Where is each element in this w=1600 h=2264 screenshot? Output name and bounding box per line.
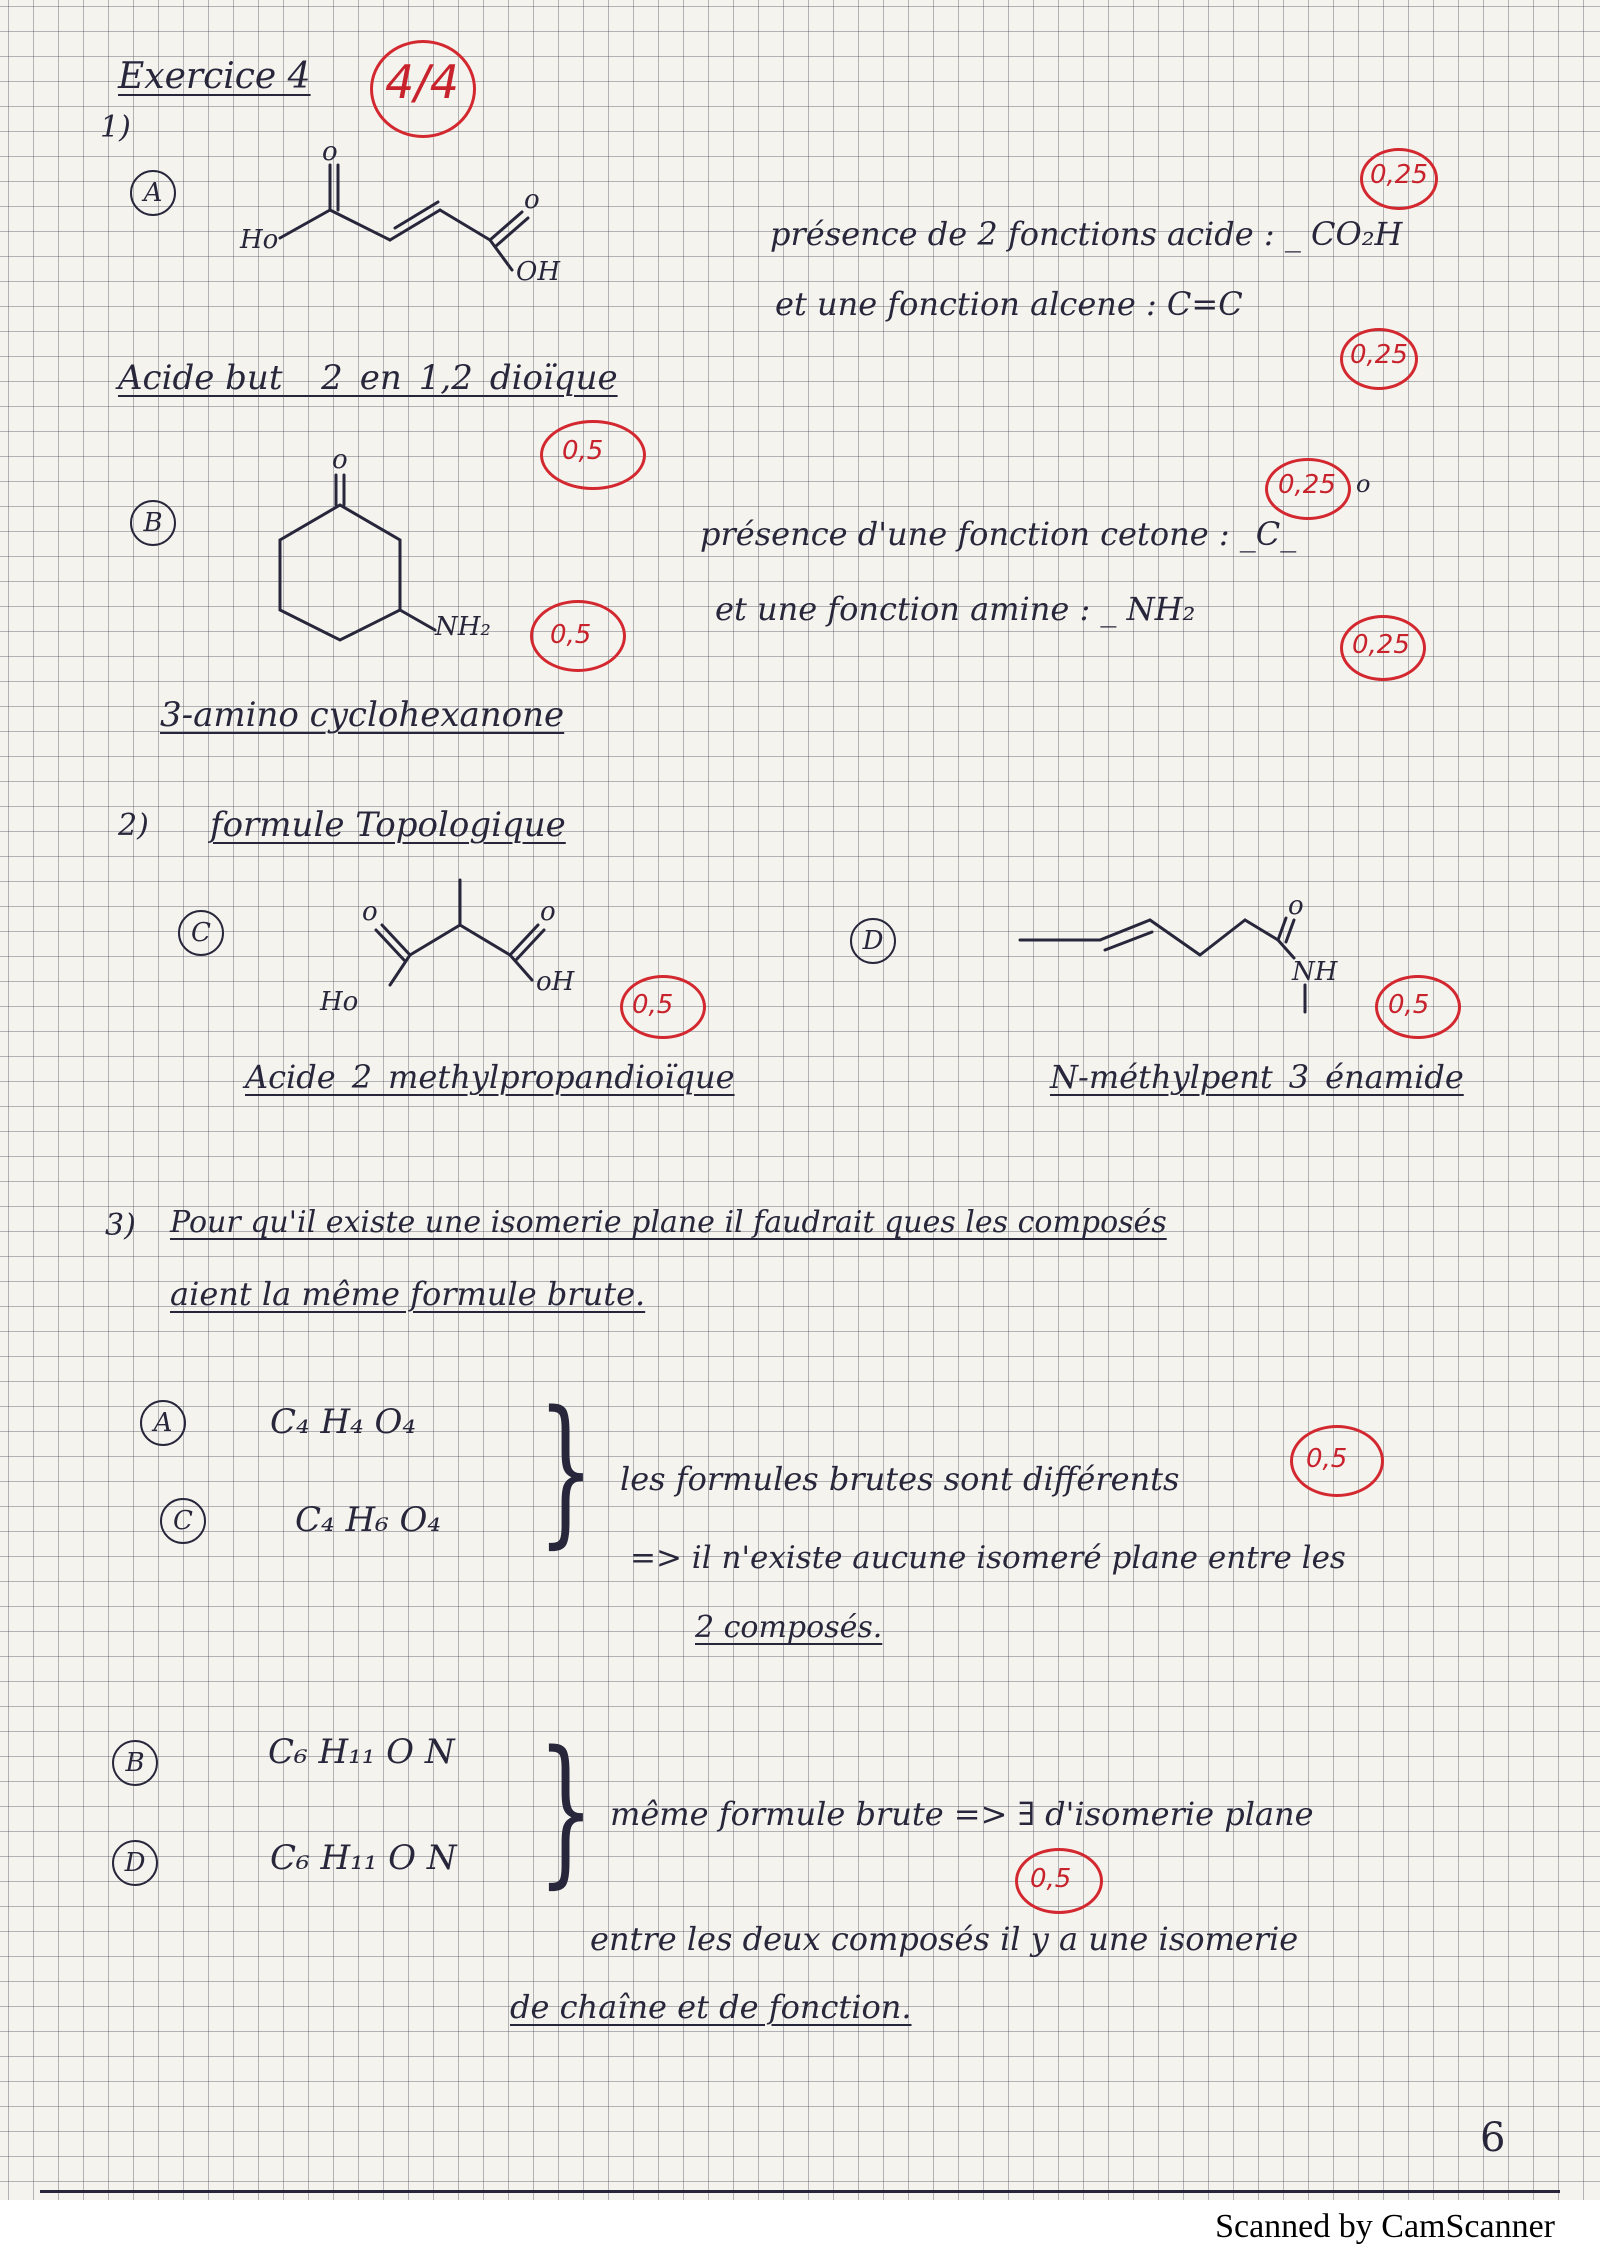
part3-line2: aient la même formule brute. bbox=[170, 1275, 646, 1313]
score-value: 0,5 bbox=[1030, 1864, 1072, 1894]
score-value: 0,25 bbox=[1278, 470, 1336, 500]
part3-note-compounds: 2 composés. bbox=[695, 1610, 883, 1645]
label-D-bubble-2: D bbox=[112, 1840, 158, 1886]
part3-line1: Pour qu'il existe une isomerie plane il faudrait ques les composés bbox=[170, 1205, 1167, 1240]
exercise-title: Exercice 4 bbox=[118, 56, 311, 97]
score-value: 0,5 bbox=[562, 436, 604, 466]
molecule-A-ho: Ho bbox=[240, 225, 279, 255]
formula-A: C₄ H₄ O₄ bbox=[270, 1402, 417, 1442]
molecule-C bbox=[310, 870, 610, 1020]
B-note-ketone: présence d'une fonction cetone : _C_ bbox=[700, 515, 1297, 553]
label-C-bubble-2: C bbox=[160, 1498, 206, 1544]
molecule-C-ho: Ho bbox=[320, 987, 359, 1017]
part3-note-isomerie: entre les deux composés il y a une isomerie bbox=[590, 1920, 1299, 1958]
label-A-bubble: A bbox=[130, 170, 176, 216]
label-B-bubble: B bbox=[130, 500, 176, 546]
score-value: 0,25 bbox=[1352, 630, 1410, 660]
formula-D: C₆ H₁₁ O N bbox=[270, 1838, 457, 1878]
part3-note-same-formula: même formule brute => ∃ d'isomerie plane bbox=[610, 1795, 1314, 1833]
part3-note-different: les formules brutes sont différents bbox=[620, 1460, 1180, 1498]
page-number: 6 bbox=[1480, 2115, 1506, 2161]
molecule-D-o: o bbox=[1288, 891, 1304, 921]
part3-note-no-isomer: => il n'existe aucune isomeré plane entre les bbox=[630, 1540, 1346, 1576]
part3-note-chain: de chaîne et de fonction. bbox=[510, 1988, 912, 2026]
molecule-A-o1: o bbox=[322, 137, 338, 167]
molecule-B-o: o bbox=[332, 445, 348, 475]
A-note-acid: présence de 2 fonctions acide : _ CO₂H bbox=[770, 215, 1403, 253]
formula-C: C₄ H₆ O₄ bbox=[295, 1500, 442, 1540]
part2-label: 2) bbox=[118, 808, 149, 843]
molecule-A-o2: o bbox=[524, 185, 540, 215]
A-name: Acide but _ 2_en_1,2_dioïque bbox=[118, 358, 618, 398]
score-value: 0,25 bbox=[1370, 160, 1428, 190]
B-name: 3-amino cyclohexanone bbox=[160, 695, 565, 735]
label-A-bubble-2: A bbox=[140, 1400, 186, 1446]
part2-title: formule Topologique bbox=[210, 805, 566, 845]
score-value: 0,5 bbox=[1306, 1444, 1348, 1474]
molecule-D-nh: NH bbox=[1292, 957, 1338, 987]
formula-B: C₆ H₁₁ O N bbox=[268, 1732, 455, 1772]
molecule-C-o2: o bbox=[540, 897, 556, 927]
score-value: 0,5 bbox=[632, 990, 674, 1020]
molecule-B-nh2: NH₂ bbox=[435, 612, 491, 642]
molecule-C-o1: o bbox=[362, 897, 378, 927]
B-ketone-o: o bbox=[1356, 470, 1371, 498]
molecule-A bbox=[240, 137, 600, 290]
part3-label: 3) bbox=[105, 1208, 136, 1243]
score-value: 0,5 bbox=[550, 620, 592, 650]
score-value: 0,5 bbox=[1388, 990, 1430, 1020]
brace-B-D: } bbox=[537, 1716, 594, 1903]
grade-value: 4/4 bbox=[385, 55, 460, 109]
D-name: N-méthylpent_3_énamide bbox=[1050, 1058, 1464, 1096]
label-B-bubble-2: B bbox=[112, 1740, 158, 1786]
scanner-watermark: Scanned by CamScanner bbox=[1215, 2208, 1555, 2245]
page-bottom-rule bbox=[40, 2190, 1560, 2193]
molecule-C-oh: oH bbox=[536, 967, 575, 997]
brace-A-C: } bbox=[537, 1376, 594, 1563]
part1-label: 1) bbox=[100, 110, 131, 145]
score-value: 0,25 bbox=[1350, 340, 1408, 370]
molecule-D bbox=[1020, 890, 1360, 1020]
molecule-A-oh: OH bbox=[516, 257, 560, 287]
B-note-amine: et une fonction amine : _ NH₂ bbox=[715, 590, 1196, 628]
A-note-alkene: et une fonction alcene : C=C bbox=[775, 285, 1243, 323]
label-D-bubble: D bbox=[850, 918, 896, 964]
molecule-B bbox=[270, 440, 530, 660]
label-C-bubble: C bbox=[178, 910, 224, 956]
C-name: Acide_2_methylpropandioïque bbox=[245, 1058, 735, 1096]
